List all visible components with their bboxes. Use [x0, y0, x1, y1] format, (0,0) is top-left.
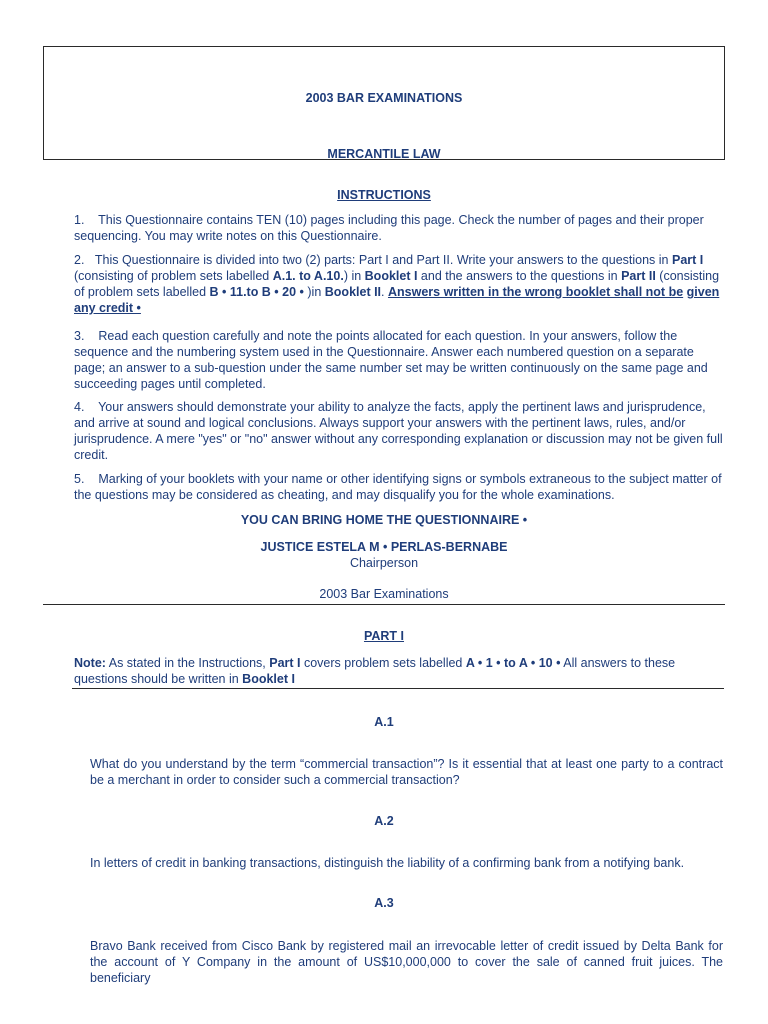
booklet-label: Booklet I — [242, 672, 295, 686]
part-label: Part I — [671, 253, 704, 267]
question-label: A.3 — [374, 896, 394, 910]
item-text: Read each question carefully and note the points allocated for each question. In your answers, follow the sequence and the numbering system used in the Questionnaire. Answer each numbered question on a separate page; an answer to a sub-question under the same number set may be written continuously on the same page and succeeding pages until completed. — [74, 329, 708, 391]
note-label: Note: — [74, 656, 106, 670]
item-text: Your answers should demonstrate your ability to analyze the facts, apply the pertinent laws and jurisprudence, and arrive at sound and logical conclusions. Always support your answers with the pertinent laws, rules, and/or jurisprudence. A mere "yes" or "no" answer without any corresponding explanation or discussion may not be given full credit. — [74, 400, 723, 462]
instruction-item-4 — [74, 399, 726, 463]
instruction-item-3 — [74, 328, 726, 392]
item-number: 5. — [74, 472, 85, 486]
part-label: Part I — [269, 656, 301, 670]
item-text: This Questionnaire contains TEN (10) pages including this page. Check the number of pages and their proper sequencing. You may write notes on this Questionnaire. — [74, 213, 704, 243]
item-number: 4. — [74, 400, 85, 414]
problem-range: B • 11.to B • 20 • — [209, 285, 304, 299]
item-text: and the answers to the questions in — [417, 269, 622, 283]
divider — [43, 604, 725, 605]
item-text: Marking of your booklets with your name or other identifying signs or symbols extraneous to the subject matter of the questions may be considered as cheating, and may disqualify you for the whole examinations. — [74, 472, 722, 502]
question-body: What do you understand by the term “commercial transaction”? Is it essential that at least one party to a contract be a merchant in order to consider such a commercial transaction? — [90, 757, 723, 787]
question-text — [45, 938, 723, 986]
item-text: This Questionnaire is divided into two (2) parts: Part I and Part II. Write your answers to the questions in — [94, 253, 672, 267]
warning-text: Answers written in the wrong booklet shall not be — [387, 285, 684, 299]
question-text — [45, 756, 723, 788]
item-number: 3. — [74, 329, 85, 343]
item-text: ) in — [343, 269, 365, 283]
warning-text: given any credit • — [74, 285, 720, 315]
instruction-item-1 — [74, 212, 726, 244]
item-text: (consisting of problem sets labelled — [74, 269, 720, 299]
booklet-label: Booklet I — [364, 269, 418, 283]
booklet-label: Booklet II — [324, 285, 382, 299]
problem-range: A.1. to A.10. — [272, 269, 344, 283]
question-text — [45, 855, 723, 871]
note-text: covers problem sets labelled — [300, 656, 466, 670]
exam-footer: 2003 Bar Examinations — [319, 587, 449, 601]
item-number: 2. — [74, 253, 85, 267]
question-body: Bravo Bank received from Cisco Bank by registered mail an irrevocable letter of credit issued by Delta Bank for the account of Y Company in the amount of US$10,000,000 to cover the sale of canned fruit juices. The beneficiary — [90, 939, 723, 985]
question-body: In letters of credit in banking transactions, distinguish the liability of a confirming bank from a notifying bank. — [90, 856, 685, 870]
header-box — [43, 46, 725, 160]
instructions-heading: INSTRUCTIONS — [337, 188, 431, 202]
exam-title: 2003 BAR EXAMINATIONS — [305, 91, 463, 105]
question-label: A.2 — [374, 814, 394, 828]
note-text: All answers to these questions should be written in — [74, 656, 676, 686]
problem-range: A • 1 • to A • 10 • — [465, 656, 561, 670]
signatory-name: JUSTICE ESTELA M • PERLAS-BERNABE — [260, 540, 508, 554]
question-label: A.1 — [374, 715, 394, 729]
instruction-item-5 — [74, 471, 726, 503]
instruction-item-2 — [74, 252, 726, 316]
note-text: As stated in the Instructions, — [105, 656, 270, 670]
part-label: Part II — [621, 269, 656, 283]
item-text: (consisting of problem sets labelled — [74, 269, 273, 283]
divider — [72, 688, 724, 689]
subject-title: MERCANTILE LAW — [327, 147, 441, 161]
part1-heading: PART I — [363, 629, 405, 643]
part1-note — [74, 655, 724, 687]
bring-home-notice: YOU CAN BRING HOME THE QUESTIONNAIRE • — [240, 513, 528, 527]
signatory-role: Chairperson — [349, 556, 419, 570]
item-text: )in — [303, 285, 325, 299]
item-text: . — [381, 285, 388, 299]
item-number: 1. — [74, 213, 85, 227]
